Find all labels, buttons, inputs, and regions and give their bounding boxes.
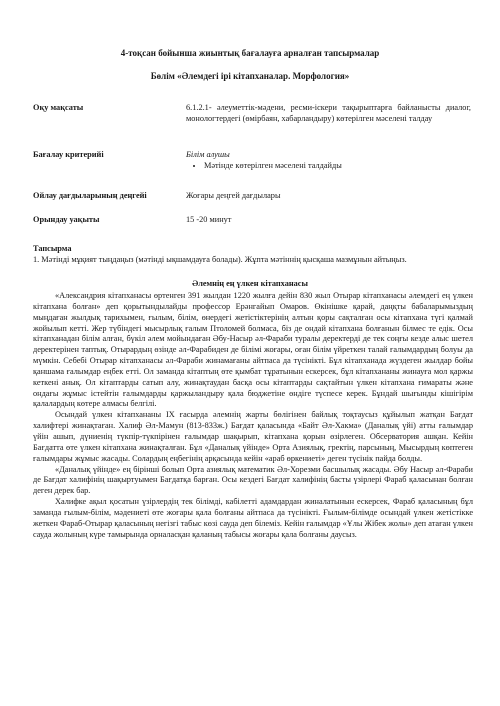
info-row-criteria xyxy=(33,149,473,175)
text-title: Әлемнің ең үлкен кітапханасы xyxy=(192,279,308,288)
info-row-level xyxy=(33,190,473,201)
criteria-list xyxy=(186,160,471,171)
criteria-item: • Мәтінде көтерілген мәселені талдайды xyxy=(204,160,471,171)
level-label: Ойлау дағдыларының деңгейі xyxy=(33,191,147,200)
info-row-time xyxy=(33,214,473,225)
text-paragraph: «Александрия кітапханасы өртенген 391 жылдан 1220 жылға дейін 830 жыл Отырар кітапханасы әлемдегі ең үлкен кітапхана болған» деп қорытындылайды профессор Ерәнгайып Омаров. Өкінішке қарай, даңқты бабаларымыздың мыңдаған жылдық тарихымен, ғылым, білім, өнердегі жетістіктерінің алтын қоры сақталған осы кітапхана түгі қалмай жойылып кетті. Жер түбіндегі мысырлық ғалым Птоломей болмаса, біз де ондай кітапхана болғанын білмес те едік. Осы кітапханадан білім алған, бүкіл әлем мойындаған Әбу-Насыр әл-Фараби туралы деректерді де тек соңғы кезде алыс шетел деректерінен таптық. Отырардың өзінде әл-Фарабиден де білімі жоғары, оған білім үйреткен талай ғалымдардың болуы да мүмкін. Себебі Отырар кітапханасы әл-Фараби жинамағаны айтпаса да түсінікті. Бұл кітапханада жүздеген жылдар бойы қаншама ғалымдар еңбек етті. Ол заманда кітаптың өте қымбат тұратынын ескерсек, бұл кітапхананы жинауға мол қаржы кеткені анық. Ол кітаптарды сатып алу, жинақтаудан басқа осы кітаптарды сақтайтын үлкен кітапхана ғимараты және ондағы жұмыс істейтін ғалымдарды қаржыландыру қала бюджетіне өндіге түспесе керек. Бұндай шығынды кішігірім қалалардың көтере алмасы белгілі. xyxy=(33,291,473,409)
task-instruction: 1. Мәтінді мұқият тыңдаңыз (мәтінді ықшамдауға болады). Жұпта мәтіннің қысқаша мазмұнын айтыңыз. xyxy=(33,255,407,264)
task-heading: Тапсырма xyxy=(33,244,72,253)
text-paragraph: Халифке ақыл қосатын үзірлердің тек білімді, кабілетті адамдардан жиналатынын ескерсек, Фараб қаласының бұл заманда ғылым-білім, мәдениеті өте жоғары қала болғаны айтпаса да түсінікті. Ғылым-білімде осындай үлкен жетістікке жеткен Фараб-Отырар қаласының негізгі табыс көзі сауда деп білеміз. Кейін ғалымдар «Ұлы Жібек жолы» деп атаған үлкен сауда жолының күре тамырында орналасқан қаланың табысы жоғары қала болғаны даусыз. xyxy=(33,497,473,539)
text-paragraph: Осындай үлкен кітапхананы IX ғасырда әлемнің жарты бөлігінен байлық тоқтаусыз құйылып жатқан Бағдат халифтері жинақтаған. Халиф Әл-Мамун (813-833ж.) Бағдат қаласында «Байт Әл-Хакма» (Даналық үйі) атты ғалымдар үйін ашып, дүниенің түкпір-түкпірінен ғалымдар шақырып, кітапхана қорын өзірлеген. Обсерватория ашқан. Кейін Бағдатта өте үлкен кітапхана жинақталған. Бұл «Даналық үйінде» Орта Азиялық, гректің, парсының, Мысырдың көптеген ғалымдары жұмыс жасады. Солардың еңбегінің арқасында кейін «араб өркениеті» деген түсінік пайда болды. xyxy=(33,410,473,463)
criteria-sub: Білім алушы xyxy=(186,150,230,159)
time-value: 15 -20 минут xyxy=(186,215,232,224)
goal-label: Оқу мақсаты xyxy=(33,103,84,112)
criteria-label: Бағалау критерийі xyxy=(33,150,104,159)
section-subtitle: Бөлім «Әлемдегі ірі кітапханалар. Морфология» xyxy=(150,71,350,81)
text-body xyxy=(33,291,473,540)
info-row-goal xyxy=(33,102,473,134)
goal-value: 6.1.2.1- әлеуметтік-мәдени, ресми-іскери тақырыптарға байланысты диалог, монологтердегі (өмірбаян, хабарландыру) көтерілген мәселені талдау xyxy=(186,103,471,123)
level-value: Жоғары деңгей дағдылары xyxy=(186,191,281,200)
document-title: 4-тоқсан бойынша жиынтық бағалауға арналған тапсырмалар xyxy=(120,48,380,58)
criteria-value xyxy=(186,149,471,171)
text-paragraph: «Даналық үйінде» ең бірінші болып Орта азиялық математик Әл-Хорезми басшылық жасады. Әбу Насыр әл-Фараби де Бағдат халифінің шақыртуымен Бағдатқа барған. Осы кездегі Бағдат халифінің басты үзірлері Фараб қаласынан болған деген дерек бар. xyxy=(33,464,473,496)
time-label: Орындау уақыты xyxy=(33,215,100,224)
